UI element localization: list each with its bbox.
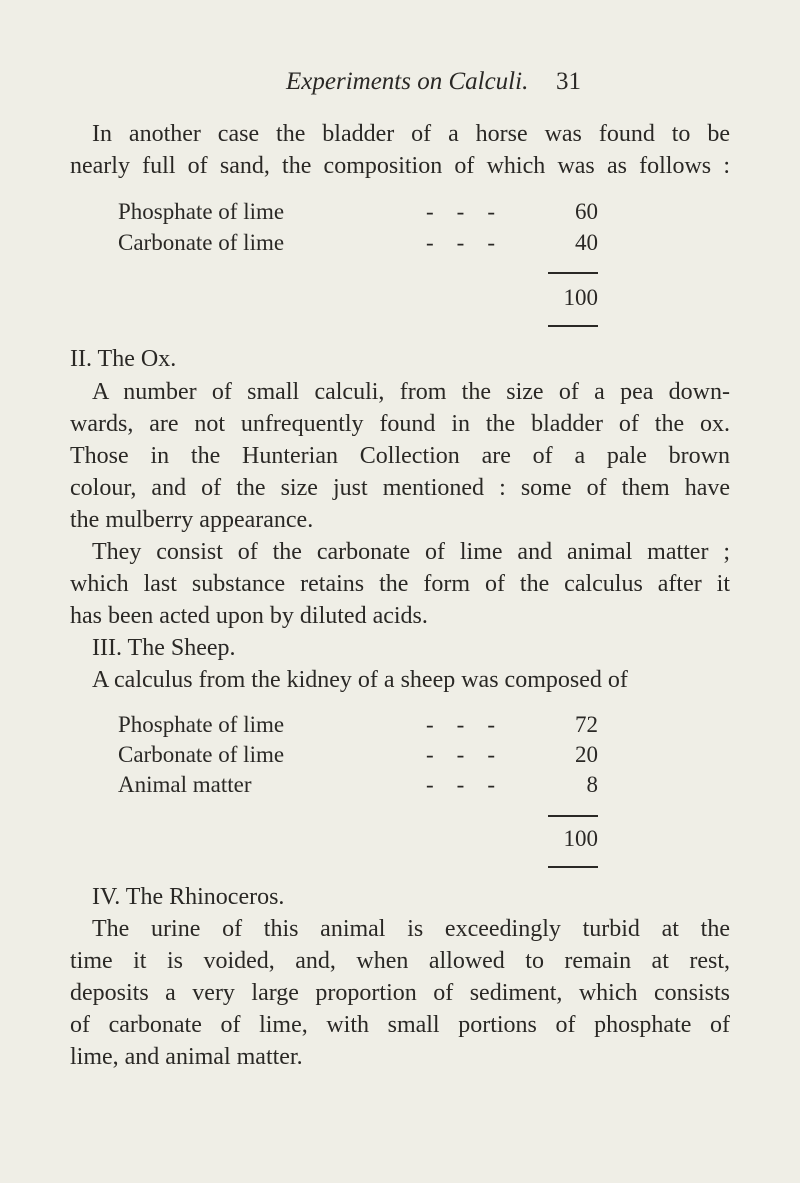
table-row — [118, 199, 598, 229]
running-head: Experiments on Calculi. — [286, 68, 529, 95]
table-total: 100 — [563, 285, 598, 310]
row-leader: - - - — [426, 230, 495, 255]
sum-rule — [548, 815, 598, 817]
row-leader: - - - — [426, 199, 495, 224]
row-label: Animal matter — [118, 772, 252, 797]
bottom-rule — [548, 866, 598, 868]
page-number: 31 — [556, 68, 581, 95]
row-leader: - - - — [426, 772, 495, 797]
paragraph-line: Those in the Hunterian Collection are of a pale brown — [70, 443, 730, 469]
table-row — [118, 742, 598, 772]
paragraph-line: They consist of the carbonate of lime and animal matter ; — [92, 539, 730, 565]
sum-rule — [548, 272, 598, 274]
paragraph-line: the mulberry appearance. — [70, 507, 314, 533]
row-leader: - - - — [426, 712, 495, 737]
row-label: Phosphate of lime — [118, 199, 285, 224]
paragraph-line: of carbonate of lime, with small portions of phosphate of — [70, 1012, 730, 1038]
table-row — [118, 230, 598, 260]
paragraph-line: deposits a very large proportion of sediment, which consists — [70, 980, 730, 1006]
paragraph-line: lime, and animal matter. — [70, 1044, 303, 1070]
paragraph-line: nearly full of sand, the composition of which was as follows : — [70, 153, 730, 179]
section-heading: III. The Sheep. — [92, 635, 236, 661]
composition-table-sheep — [118, 712, 598, 872]
section-heading: IV. The Rhinoceros. — [92, 884, 285, 910]
section-heading: II. The Ox. — [70, 346, 177, 372]
row-label: Carbonate of lime — [118, 230, 285, 255]
row-label: Phosphate of lime — [118, 712, 285, 737]
page-header — [0, 68, 800, 100]
paragraph-line: colour, and of the size just mentioned : some of them have — [70, 475, 730, 501]
row-leader: - - - — [426, 742, 495, 767]
row-value: 20 — [575, 742, 598, 767]
paragraph-line: A calculus from the kidney of a sheep was composed of — [92, 667, 628, 693]
row-value: 40 — [575, 230, 598, 255]
row-label: Carbonate of lime — [118, 742, 285, 767]
row-value: 8 — [586, 772, 598, 797]
paragraph-line: A number of small calculi, from the size of a pea down- — [92, 379, 730, 405]
paragraph-line: has been acted upon by diluted acids. — [70, 603, 428, 629]
table-row — [118, 772, 598, 802]
table-row — [118, 712, 598, 742]
paragraph-line: The urine of this animal is exceedingly turbid at the — [92, 916, 730, 942]
paragraph-line: In another case the bladder of a horse was found to be — [92, 121, 730, 147]
bottom-rule — [548, 325, 598, 327]
composition-table-horse — [118, 199, 598, 339]
paragraph-line: wards, are not unfrequently found in the bladder of the ox. — [70, 411, 730, 437]
paragraph-line: time it is voided, and, when allowed to remain at rest, — [70, 948, 730, 974]
table-total: 100 — [563, 826, 598, 851]
paragraph-line: which last substance retains the form of the calculus after it — [70, 571, 730, 597]
row-value: 72 — [575, 712, 598, 737]
row-value: 60 — [575, 199, 598, 224]
